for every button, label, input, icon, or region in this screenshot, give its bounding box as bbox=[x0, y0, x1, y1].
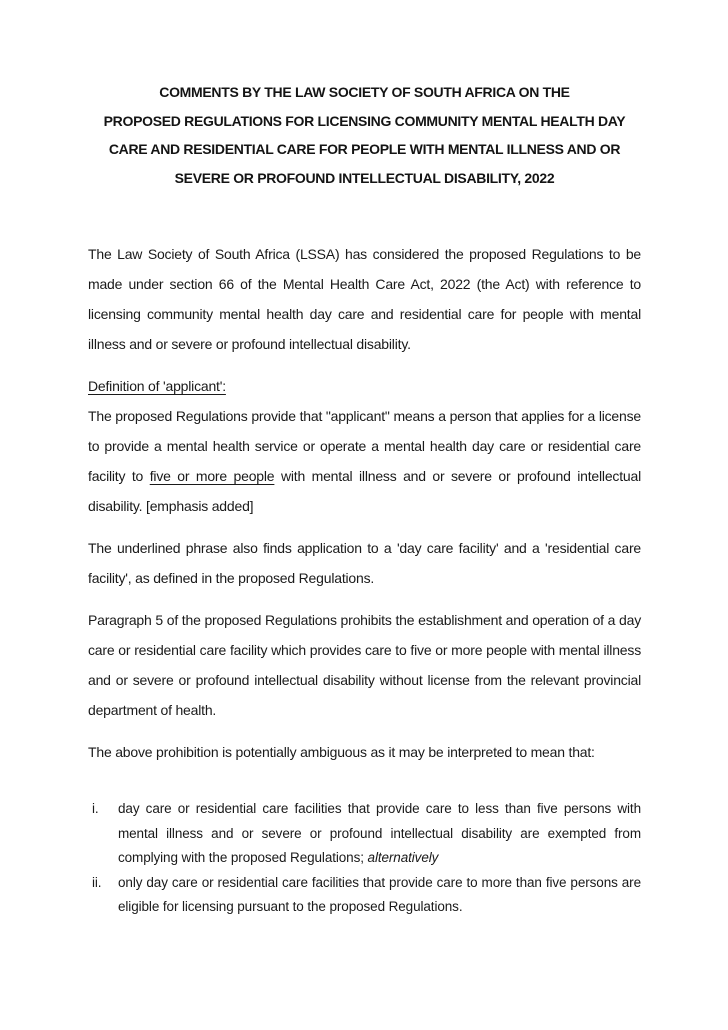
list-item-i-body: day care or residential care facilities that provide care to less than five persons with mental illness and or severe or profound intellectual disability are exempted from complying with the proposed Regulations; bbox=[118, 801, 641, 865]
underlined-phrase: five or more people bbox=[149, 468, 275, 484]
title-line-2: PROPOSED REGULATIONS FOR LICENSING COMMUNITY MENTAL HEALTH DAY bbox=[103, 112, 626, 129]
definition-text-pre: The proposed Regulations provide that "applicant" means a person that applies for a license to provide a mental health service or operate a mental health day care or residential care facility to bbox=[88, 408, 641, 484]
paragraph-prohibition: Paragraph 5 of the proposed Regulations prohibits the establishment and operation of a day care or residential care facility which provides care to five or more people with mental illness and or severe or profound intellectual disability without license from the relevant provincial department of health. bbox=[88, 612, 641, 718]
list-item-ii bbox=[92, 871, 641, 920]
list-marker-i: i. bbox=[92, 801, 99, 816]
definition-section bbox=[88, 371, 641, 521]
document-title bbox=[88, 78, 641, 192]
paragraph-definition bbox=[88, 401, 641, 521]
list-item-i-italic: alternatively bbox=[367, 850, 439, 865]
paragraph-intro: The Law Society of South Africa (LSSA) has considered the proposed Regulations to be made under section 66 of the Mental Health Care Act, 2022 (the Act) with reference to licensing community mental health day care and residential care for people with mental illness and or severe or profound intellectual disability. bbox=[88, 246, 641, 352]
list-item-i bbox=[92, 797, 641, 871]
definition-heading: Definition of 'applicant': bbox=[88, 378, 226, 394]
paragraph-ambiguity: The above prohibition is potentially ambiguous as it may be interpreted to mean that: bbox=[88, 744, 595, 760]
paragraph-underlined-phrase-note: The underlined phrase also finds application to a 'day care facility' and a 'residential care facility', as defined in the proposed Regulations. bbox=[88, 540, 641, 586]
list-item-i-text bbox=[118, 797, 641, 871]
interpretation-list bbox=[88, 797, 641, 920]
title-line-1: COMMENTS BY THE LAW SOCIETY OF SOUTH AFRICA ON THE bbox=[159, 84, 570, 100]
list-marker-ii: ii. bbox=[92, 874, 102, 890]
list-item-ii-text: only day care or residential care facilities that provide care to more than five persons are eligible for licensing pursuant to the proposed Regulations. bbox=[118, 874, 641, 914]
definition-text-post: with mental illness and or severe or profound intellectual disability. [emphasis added] bbox=[88, 468, 641, 514]
title-line-4: SEVERE OR PROFOUND INTELLECTUAL DISABILITY, 2022 bbox=[174, 169, 555, 186]
title-line-3: CARE AND RESIDENTIAL CARE FOR PEOPLE WITH MENTAL ILLNESS AND OR bbox=[108, 141, 621, 157]
